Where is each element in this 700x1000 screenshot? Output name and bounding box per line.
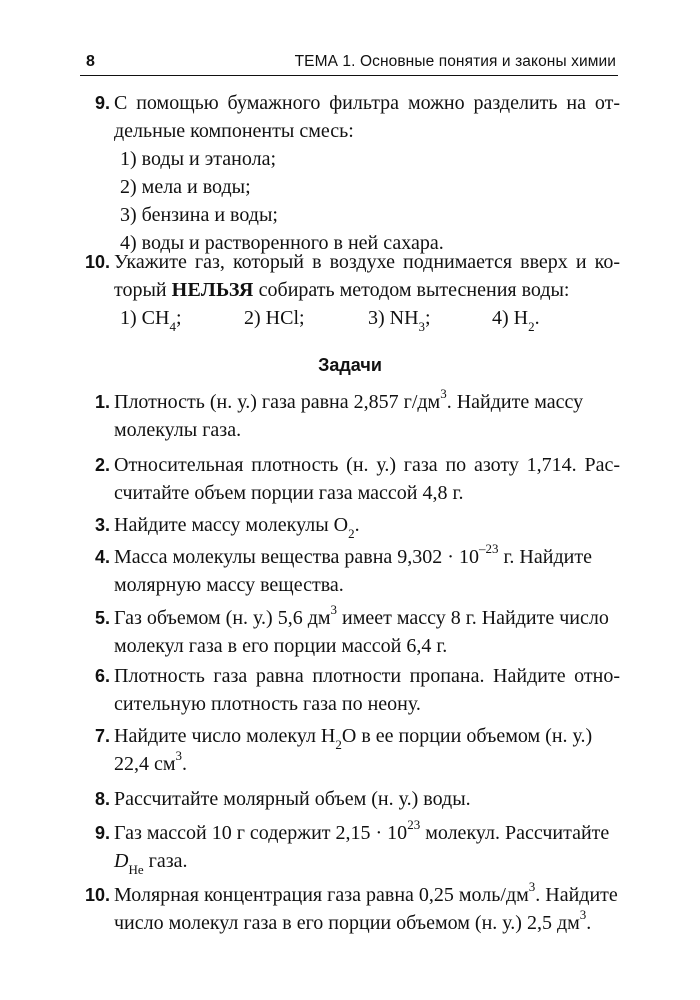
text-run: имеет массу 8 г. Найдите число: [337, 607, 609, 629]
option-text: 4) H: [492, 307, 529, 329]
answer-option: 4) воды и растворенного в ней сахара.: [120, 232, 444, 254]
problem-number: 6.: [94, 666, 110, 686]
text-run: Газ объемом (н. у.) 5,6 дм: [114, 607, 331, 629]
superscript: –23: [478, 541, 499, 557]
text-run: Масса молекулы вещества равна 9,302 · 10: [114, 546, 479, 568]
option-text: 2) HCl;: [244, 307, 305, 329]
problem-number: 5.: [94, 608, 110, 628]
problem-text: [114, 662, 620, 718]
subscript: 2: [335, 737, 342, 752]
superscript: 3: [175, 748, 183, 764]
problem-line: [114, 511, 620, 539]
problem-text: [114, 785, 620, 813]
problem-number: 8.: [94, 789, 110, 809]
problem-text: [114, 819, 620, 875]
subscript: 2: [348, 526, 355, 541]
problem-line: [114, 604, 620, 632]
subscript: 4: [169, 319, 176, 334]
text-run: Найдите число молекул H: [114, 725, 336, 747]
text-run: Найдите массу молекулы O: [114, 514, 349, 536]
option-punct: .: [534, 307, 540, 329]
running-head: ТЕМА 1. Основные понятия и законы химии: [294, 53, 616, 70]
text-run: Газ массой 10 г содержит 2,15 · 10: [114, 822, 408, 844]
problem-line: Плотность газа равна плотности пропана. Найдите отно-: [114, 665, 620, 687]
problem-line: молекулы газа.: [114, 419, 242, 441]
problem-line: [114, 881, 620, 909]
problem-line: [114, 909, 620, 937]
subscript: 3: [418, 319, 426, 334]
question-text: [114, 89, 620, 257]
variable: D: [114, 850, 129, 872]
text-run: O в ее порции объемом (н. у.): [341, 725, 593, 747]
text-run: . Найдите массу: [446, 391, 584, 413]
question-line: Укажите газ, который в воздухе поднимается вверх и ко-: [114, 251, 620, 273]
problem-line: [114, 750, 620, 778]
subscript: He: [128, 862, 144, 877]
answer-option: [368, 304, 492, 332]
superscript: 3: [330, 602, 338, 618]
problem-line: молярную массу вещества.: [114, 574, 344, 596]
header-rule: [80, 75, 618, 76]
superscript: 3: [528, 879, 536, 895]
answer-option: 2) мела и воды;: [120, 176, 251, 198]
text-run: .: [586, 912, 592, 934]
answer-option: [120, 304, 244, 332]
answer-option: 3) бензина и воды;: [120, 204, 278, 226]
problem-number: 7.: [94, 726, 110, 746]
text-run: .: [354, 514, 360, 536]
page-header: [80, 50, 618, 76]
superscript: 23: [407, 817, 421, 833]
line-end: собирать методом вытеснения воды:: [258, 279, 570, 301]
problem-line: Относительная плотность (н. у.) газа по азоту 1,714. Рас-: [114, 454, 620, 476]
answer-option: [492, 304, 616, 332]
problem-number: 4.: [94, 547, 110, 567]
problem-number: 1.: [94, 392, 110, 412]
answer-option: [244, 304, 368, 332]
line-start: торый: [114, 279, 167, 301]
problem-text: [114, 388, 620, 444]
problem-line: [114, 388, 620, 416]
answer-options-row: [114, 304, 620, 332]
question-line: [114, 276, 620, 304]
subscript: 2: [528, 319, 535, 334]
text-run: . Найдите: [535, 884, 618, 906]
text-run: Плотность (н. у.) газа равна 2,857 г/дм: [114, 391, 441, 413]
question-number: 10.: [84, 252, 110, 272]
page-number: 8: [86, 53, 95, 70]
problem-text: [114, 881, 620, 937]
superscript: 3: [579, 907, 587, 923]
option-punct: ;: [425, 307, 431, 329]
problem-line: молекул газа в его порции массой 6,4 г.: [114, 635, 448, 657]
text-run: 22,4 см: [114, 753, 176, 775]
problem-number: 3.: [94, 515, 110, 535]
text-run: .: [182, 753, 188, 775]
problem-text: [114, 451, 620, 507]
question-line: дельные компоненты смесь:: [114, 120, 354, 142]
problem-text: [114, 604, 620, 660]
superscript: 3: [440, 386, 447, 402]
problem-text: [114, 543, 620, 599]
text-run: молекул. Рассчитайте: [420, 822, 610, 844]
problem-line: считайте объем порции газа массой 4,8 г.: [114, 482, 464, 504]
problem-number: 10.: [84, 885, 110, 905]
text-run: г. Найдите: [498, 546, 592, 568]
problem-line: [114, 847, 620, 875]
section-title: Задачи: [318, 355, 382, 375]
text-run: газа.: [143, 850, 188, 872]
problem-number: 2.: [94, 455, 110, 475]
problem-line: [114, 543, 620, 571]
question-number: 9.: [94, 93, 110, 113]
problem-line: сительную плотность газа по неону.: [114, 693, 421, 715]
text-run: число молекул газа в его порции объемом (н. у.) 2,5 дм: [114, 912, 580, 934]
option-text: 1) CH: [120, 307, 170, 329]
question-line: С помощью бумажного фильтра можно разделить на от-: [114, 92, 620, 114]
problem-line: Рассчитайте молярный объем (н. у.) воды.: [114, 788, 471, 810]
option-text: 3) NH: [368, 307, 419, 329]
option-punct: ;: [175, 307, 182, 329]
problem-text: [114, 722, 620, 778]
problem-line: [114, 819, 620, 847]
problem-text: [114, 511, 620, 539]
emphasis-word: НЕЛЬЗЯ: [171, 279, 254, 301]
question-text: [114, 248, 620, 332]
problem-line: [114, 722, 620, 750]
text-run: Молярная концентрация газа равна 0,25 моль/дм: [114, 884, 529, 906]
answer-option: 1) воды и этанола;: [120, 148, 277, 170]
problem-number: 9.: [94, 823, 110, 843]
